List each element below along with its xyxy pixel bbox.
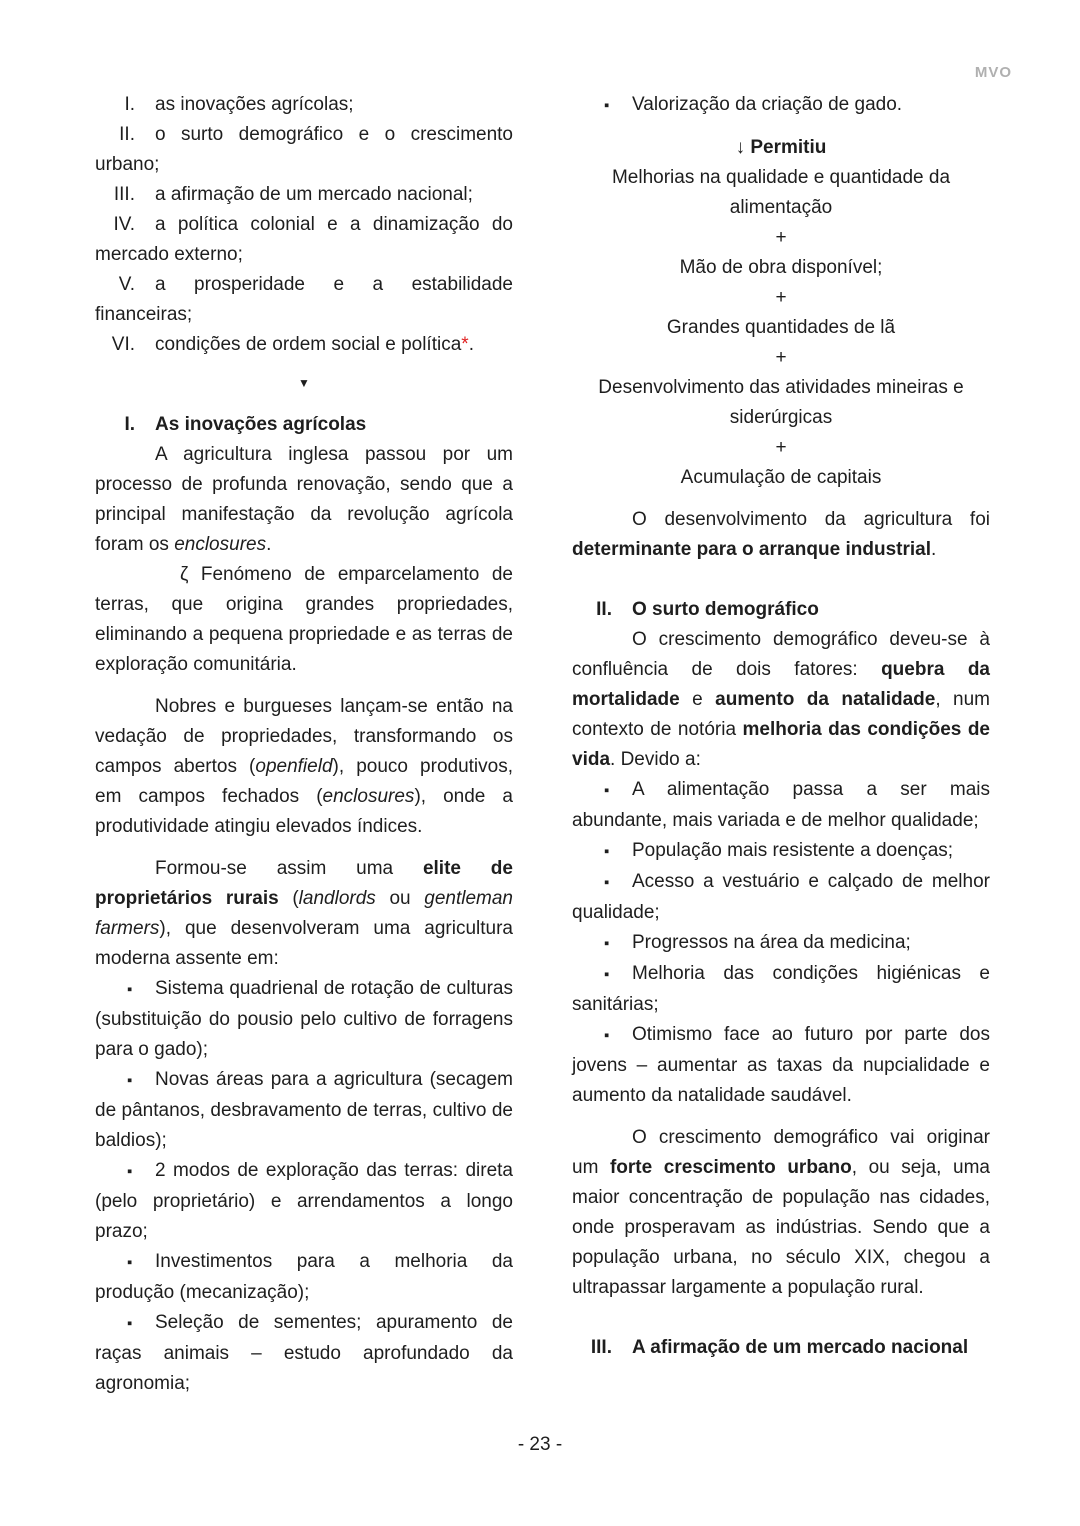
left-column	[95, 90, 513, 1399]
text-run: A afirmação de um mercado nacional	[632, 1337, 969, 1358]
text-run: A alimentação passa a ser mais abundante, mais variada e de melhor qualidade;	[572, 779, 990, 831]
text-run: gentleman farmers	[95, 888, 513, 939]
paragraph	[95, 560, 513, 680]
text-run: ou	[375, 888, 425, 909]
text-run: Nobres e burgueses lançam-se então na vedação de propriedades, transformando os campos abertos (	[95, 696, 513, 777]
text-run: . Devido a:	[610, 749, 701, 770]
paragraph	[572, 1123, 990, 1303]
text-run: aumento da natalidade	[715, 689, 936, 710]
text-run: Acesso a vestuário e calçado de melhor qualidade;	[572, 871, 990, 923]
text-run: Grandes quantidades de lã	[666, 317, 896, 338]
text-run: Novas áreas para a agricultura (secagem de pântanos, desbravamento de terras, cultivo de baldios);	[95, 1069, 513, 1151]
text-run: ), onde a produtividade atingiu elevados índices.	[95, 786, 513, 837]
roman-numeral: II.	[119, 124, 135, 145]
text-run: landlords	[298, 888, 376, 909]
bullet-item	[95, 1247, 513, 1308]
text-run: 2 modos de exploração das terras: direta (pelo proprietário) e arrendamentos a longo prazo;	[95, 1160, 513, 1242]
bullet-item	[572, 867, 990, 928]
bullet-icon: ▪	[127, 1163, 133, 1180]
text-run: ζ Fenómeno de emparcelamento de terras, que origina grandes propriedades, eliminando a pequena propriedade e as terras de exploração comunitária.	[95, 564, 513, 675]
paragraph	[95, 854, 513, 974]
text-run: o surto demográfico e o crescimento urbano;	[95, 124, 513, 175]
bullet-item	[572, 959, 990, 1020]
text-run: enclosures	[174, 534, 267, 555]
bullet-icon: ▪	[127, 1072, 133, 1089]
text-run: População mais resistente a doenças;	[632, 840, 954, 861]
text-run: a prosperidade e a estabilidade financeiras;	[95, 274, 513, 325]
list-item	[95, 270, 513, 330]
bullet-icon: ▪	[604, 1027, 610, 1044]
text-run: .	[266, 534, 272, 555]
text-run: openfield	[255, 756, 333, 777]
roman-numeral: I.	[124, 94, 135, 115]
text-run: +	[775, 347, 787, 368]
text-run: .	[468, 334, 474, 355]
text-run: ), que desenvolveram uma agricultura moderna assente em:	[95, 918, 513, 969]
text-run: Investimentos para a melhoria da produção (mecanização);	[95, 1251, 513, 1303]
bullet-item	[572, 928, 990, 959]
text-run: forte crescimento urbano	[609, 1157, 852, 1178]
bullet-item	[572, 836, 990, 867]
list-item	[95, 180, 513, 210]
section-heading	[572, 595, 990, 625]
bullet-item	[572, 775, 990, 836]
section-heading	[95, 410, 513, 440]
text-run: *	[461, 334, 469, 355]
list-item	[95, 330, 513, 360]
bullet-item	[95, 974, 513, 1065]
roman-numeral: VI.	[111, 334, 135, 355]
roman-numeral: III.	[590, 1337, 612, 1358]
center-line	[572, 253, 990, 283]
text-run: A agricultura inglesa passou por um processo de profunda renovação, sendo que a principal manifestação da revolução agrícola foram os	[95, 444, 513, 555]
roman-numeral: III.	[113, 184, 135, 205]
paragraph	[572, 505, 990, 565]
text-run: , ou seja, uma maior concentração de população nas cidades, onde prosperavam as indústrias. Sendo que a população urbana, no século XIX, chegou a ultrapassar largamente a população rural.	[572, 1157, 990, 1298]
text-run: quebra da mortalidade	[572, 659, 990, 710]
list-item	[95, 90, 513, 120]
center-line	[572, 223, 990, 253]
text-run: ▼	[298, 376, 310, 390]
text-run: melhoria das condições de vida	[572, 719, 990, 770]
bullet-icon: ▪	[127, 1315, 133, 1332]
text-run: a política colonial e a dinamização do mercado externo;	[95, 214, 513, 265]
text-run: Progressos na área da medicina;	[632, 932, 911, 953]
text-run: Valorização da criação de gado.	[632, 94, 903, 115]
center-line	[572, 463, 990, 493]
watermark: MVO	[974, 64, 1012, 81]
bullet-item	[95, 1156, 513, 1247]
bullet-item	[95, 1308, 513, 1399]
roman-numeral: II.	[596, 599, 612, 620]
page-number: - 23 -	[517, 1434, 563, 1455]
paragraph	[95, 692, 513, 842]
right-column	[572, 90, 990, 1363]
text-run: As inovações agrícolas	[155, 414, 367, 435]
text-run: Formou-se assim uma	[155, 858, 423, 879]
bullet-icon: ▪	[604, 782, 610, 799]
text-run: ), pouco produtivos, em campos fechados (	[95, 756, 513, 807]
text-run: determinante para o arranque industrial	[572, 539, 931, 560]
center-line	[572, 373, 990, 433]
text-run: O crescimento demográfico vai originar um	[572, 1127, 990, 1178]
text-run: (	[278, 888, 299, 909]
text-run: +	[775, 437, 787, 458]
bullet-item	[95, 1065, 513, 1156]
bullet-icon: ▪	[127, 981, 133, 998]
text-run: Sistema quadrienal de rotação de culturas (substituição do pousio pelo cultivo de forragens para o gado);	[95, 978, 513, 1060]
bullet-item	[572, 1020, 990, 1111]
bullet-icon: ▪	[604, 935, 610, 952]
text-run: Melhorias na qualidade e quantidade da alimentação	[611, 167, 951, 218]
section-heading	[572, 1333, 990, 1363]
text-run: elite de proprietários rurais	[95, 858, 513, 909]
text-run: as inovações agrícolas;	[155, 94, 354, 115]
text-run: O surto demográfico	[632, 599, 819, 620]
triangle-marker	[95, 368, 513, 398]
text-run: Desenvolvimento das atividades mineiras e siderúrgicas	[598, 377, 964, 428]
text-run: O crescimento demográfico deveu-se à confluência de dois fatores:	[572, 629, 990, 680]
center-line	[572, 163, 990, 223]
center-line	[572, 313, 990, 343]
roman-numeral: V.	[118, 274, 135, 295]
paragraph	[95, 440, 513, 560]
text-run: condições de ordem social e política	[155, 334, 462, 355]
roman-numeral: I.	[124, 414, 135, 435]
bullet-icon: ▪	[604, 97, 610, 114]
center-line	[572, 283, 990, 313]
paragraph	[572, 625, 990, 775]
text-run: ↓ Permitiu	[735, 137, 827, 158]
text-run: Melhoria das condições higiénicas e sanitárias;	[572, 963, 990, 1015]
text-run: a afirmação de um mercado nacional;	[155, 184, 473, 205]
center-line	[572, 133, 990, 163]
text-run: Otimismo face ao futuro por parte dos jovens – aumentar as taxas da nupcialidade e aumento da natalidade saudável.	[572, 1024, 990, 1106]
text-run: +	[775, 227, 787, 248]
bullet-icon: ▪	[604, 966, 610, 983]
text-run: , num contexto de notória	[572, 689, 990, 740]
bullet-icon: ▪	[604, 874, 610, 891]
text-run: Acumulação de capitais	[680, 467, 882, 488]
bullet-icon: ▪	[127, 1254, 133, 1271]
text-run: e	[679, 689, 716, 710]
bullet-icon: ▪	[604, 843, 610, 860]
center-line	[572, 433, 990, 463]
text-run: +	[775, 287, 787, 308]
list-item	[95, 210, 513, 270]
text-run: O desenvolvimento da agricultura foi	[632, 509, 990, 530]
text-run: Mão de obra disponível;	[679, 257, 883, 278]
center-line	[572, 343, 990, 373]
text-run: enclosures	[322, 786, 415, 807]
text-run: .	[930, 539, 937, 560]
bullet-item	[572, 90, 990, 121]
list-item	[95, 120, 513, 180]
roman-numeral: IV.	[113, 214, 135, 235]
text-run: Seleção de sementes; apuramento de raças animais – estudo aprofundado da agronomia;	[95, 1312, 513, 1394]
